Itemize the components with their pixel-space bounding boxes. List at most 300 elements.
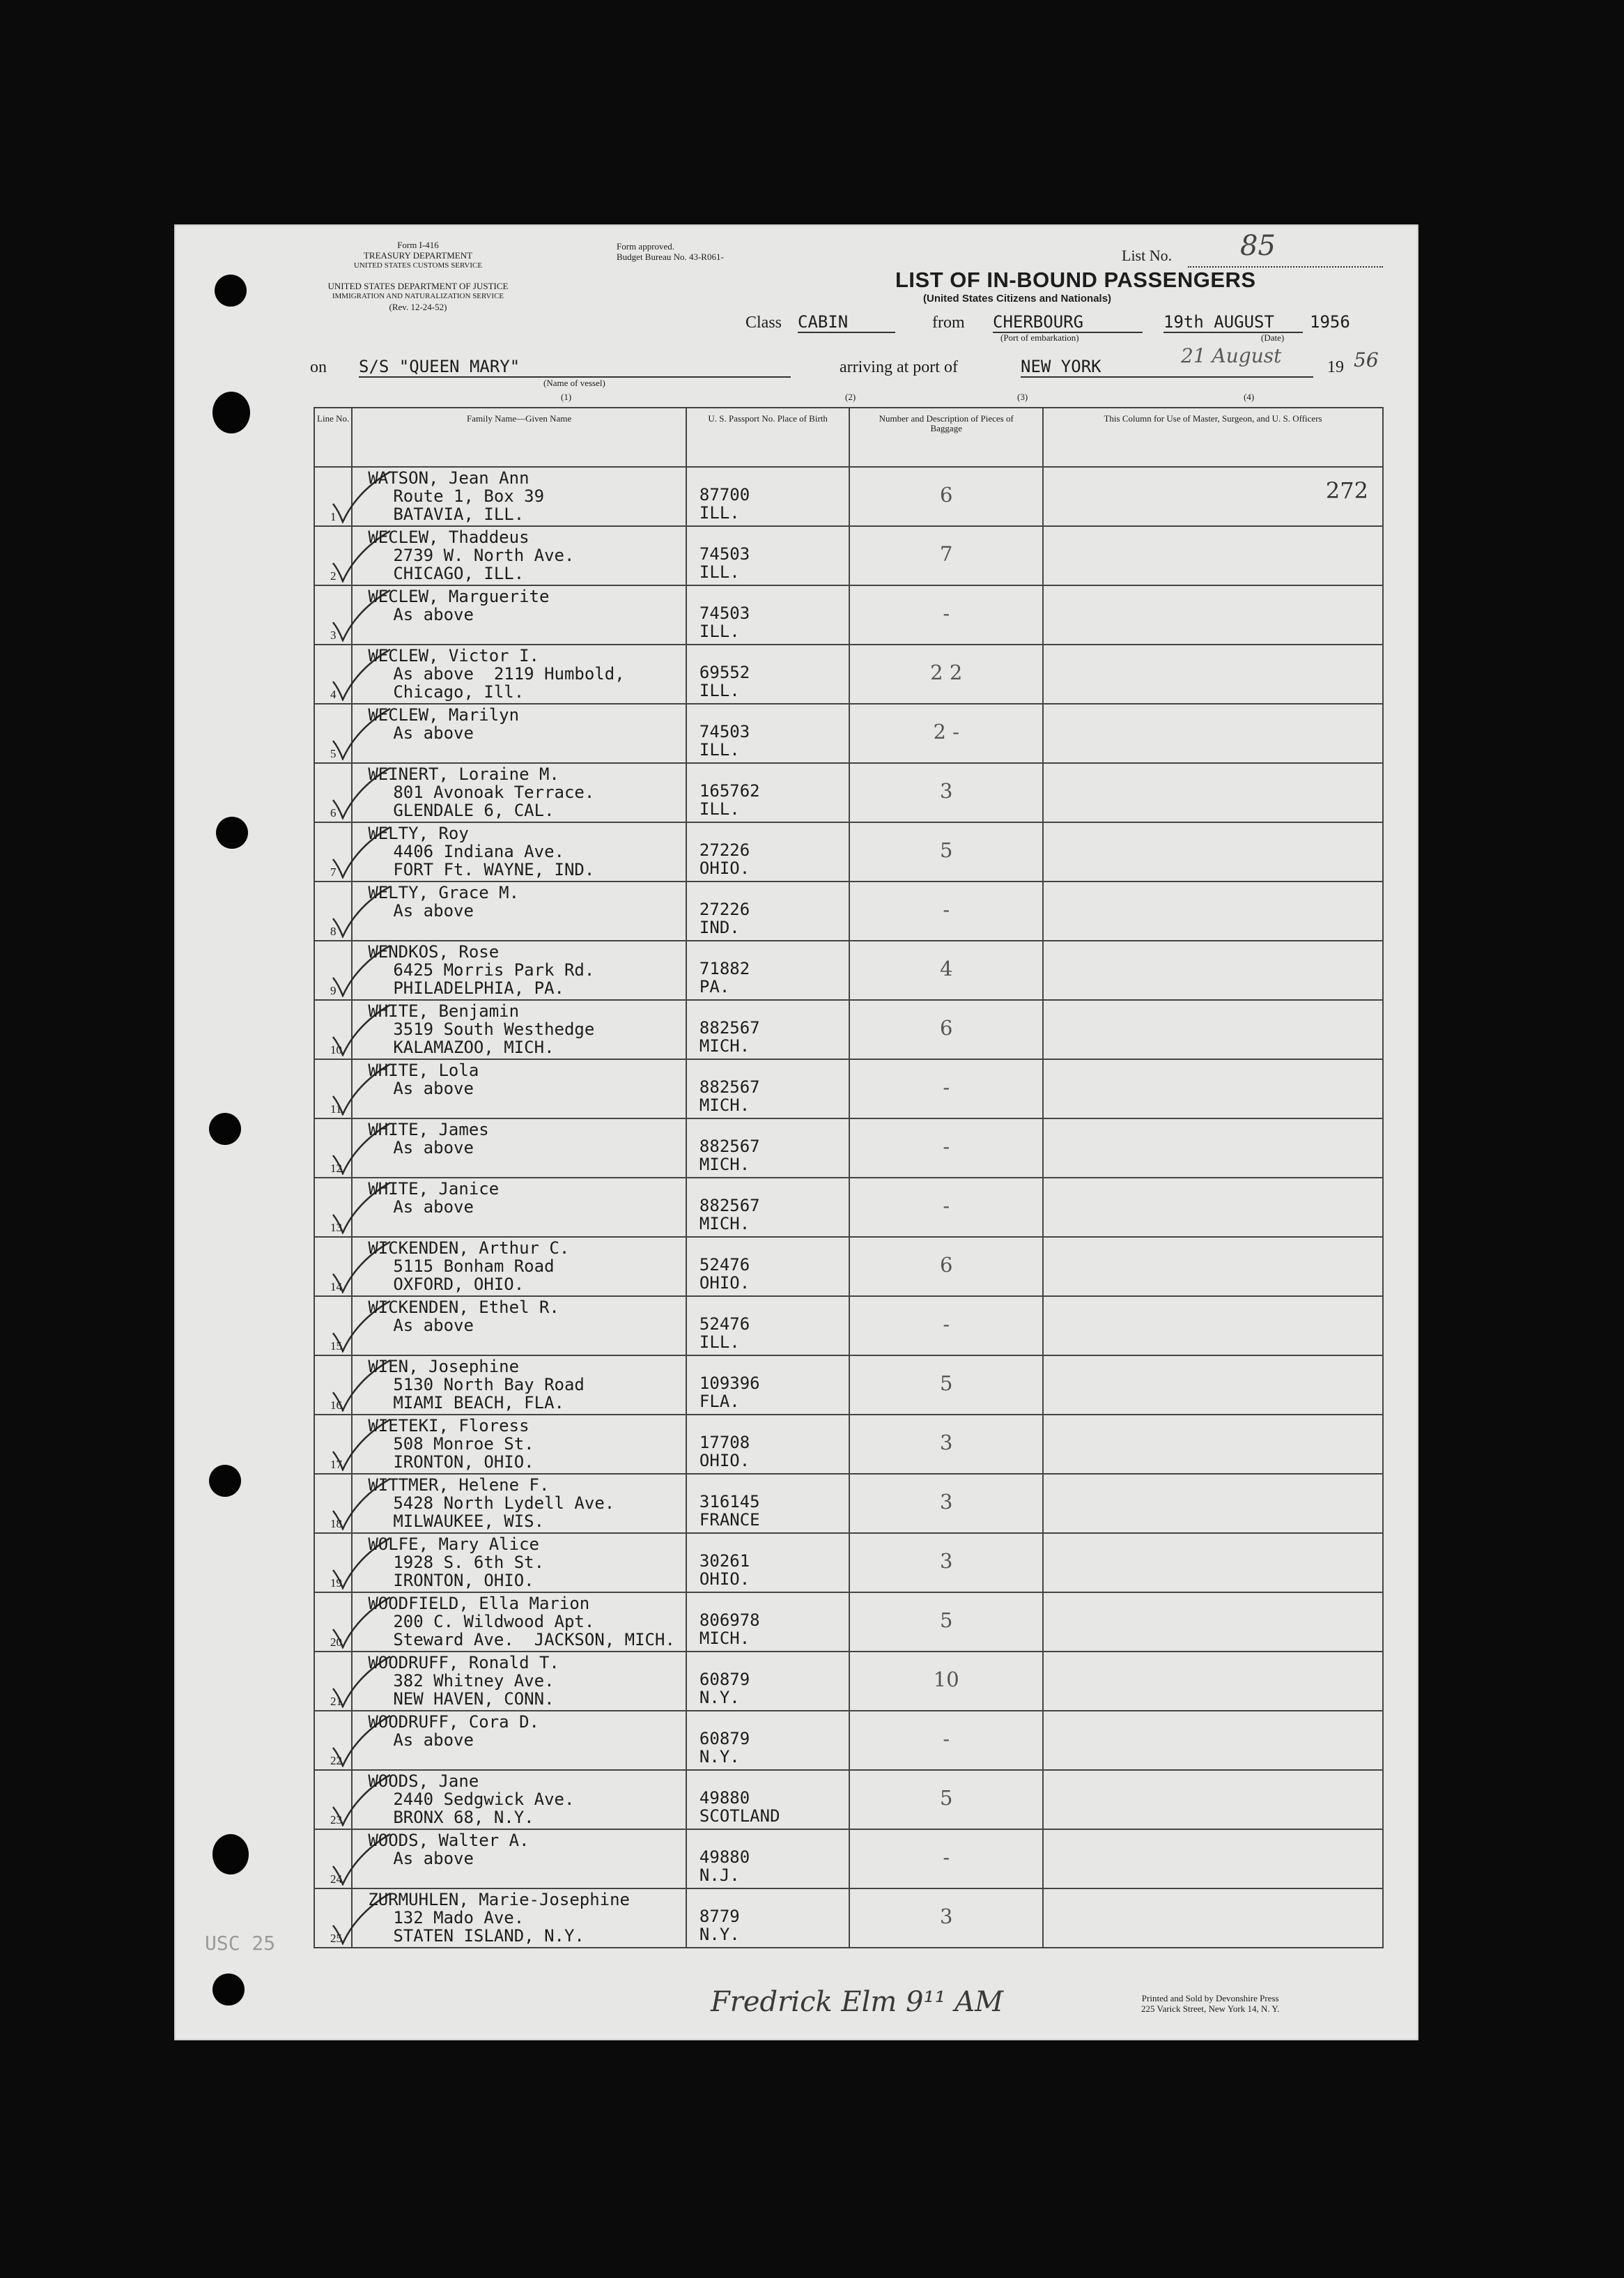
table-header-row [314, 408, 1383, 467]
passport-entry [699, 1552, 750, 1588]
punch-hole [212, 392, 250, 433]
baggage-cell [849, 1533, 1043, 1592]
passport-cell [686, 645, 849, 704]
passenger-entry [368, 1654, 559, 1708]
baggage-cell [849, 941, 1043, 1000]
table-row [314, 1296, 1383, 1355]
name-cell [352, 1118, 686, 1178]
baggage-cell [849, 763, 1043, 822]
officer-use-cell [1043, 1652, 1383, 1711]
officer-use-cell [1043, 1059, 1383, 1118]
line-number: 18 [330, 1517, 342, 1530]
passenger-name: WOODS, Walter A. [368, 1831, 529, 1850]
baggage-count: 2 - [933, 720, 959, 744]
line-number: 21 [330, 1695, 342, 1708]
passenger-address-line: MIAMI BEACH, FLA. [393, 1393, 564, 1413]
passport-number: 17708 [699, 1433, 750, 1452]
passenger-name: WOODS, Jane [368, 1771, 479, 1791]
printer-line-1: Printed and Sold by Devonshire Press [1141, 1993, 1279, 2003]
name-cell [352, 526, 686, 585]
baggage-cell [849, 1829, 1043, 1888]
passport-entry [699, 782, 760, 818]
table-row [314, 941, 1383, 1000]
place-of-birth: OHIO. [699, 859, 750, 878]
baggage-cell [849, 1415, 1043, 1474]
passport-cell [686, 941, 849, 1000]
passport-cell [686, 763, 849, 822]
passport-number: 74503 [699, 544, 750, 564]
table-row [314, 1592, 1383, 1652]
table-row [314, 1059, 1383, 1118]
baggage-cell [849, 1296, 1043, 1355]
place-of-birth: OHIO. [699, 1569, 750, 1589]
passport-number: 882567 [699, 1018, 760, 1038]
passport-entry [699, 1611, 760, 1647]
passenger-address-line: As above [393, 1138, 474, 1157]
passport-number: 71882 [699, 959, 750, 978]
passenger-table [314, 407, 1384, 1948]
name-cell [352, 645, 686, 704]
name-cell [352, 585, 686, 645]
table-row [314, 1237, 1383, 1296]
baggage-count: - [943, 1075, 950, 1099]
passenger-name: WHITE, Lola [368, 1061, 479, 1080]
table-row [314, 645, 1383, 704]
approval-block [617, 241, 724, 262]
officer-use-cell [1043, 645, 1383, 704]
passenger-name: WIEN, Josephine [368, 1357, 520, 1376]
officer-note: 272 [1325, 477, 1368, 504]
col-header-passport: U. S. Passport No. Place of Birth [686, 408, 849, 467]
line-number: 23 [330, 1813, 342, 1826]
table-row [314, 1770, 1383, 1829]
passport-number: 882567 [699, 1077, 760, 1097]
table-row [314, 1118, 1383, 1178]
passenger-entry [368, 884, 519, 920]
line-number: 15 [330, 1339, 342, 1353]
line-number: 5 [330, 747, 337, 760]
passenger-address-line: 3519 South Westhedge [393, 1019, 595, 1039]
table-row [314, 1415, 1383, 1474]
passport-entry [699, 1137, 760, 1173]
officer-use-cell [1043, 526, 1383, 585]
passport-cell [686, 1237, 849, 1296]
vessel-caption: (Name of vessel) [543, 378, 605, 388]
passport-number: 49880 [699, 1788, 750, 1808]
line-number: 17 [330, 1458, 342, 1471]
passport-cell [686, 1415, 849, 1474]
passport-cell [686, 1474, 849, 1533]
name-cell [352, 941, 686, 1000]
officer-use-cell [1043, 1296, 1383, 1355]
passenger-address-line: 132 Mado Ave. [393, 1908, 525, 1927]
passport-cell [686, 1059, 849, 1118]
name-cell [352, 1888, 686, 1948]
passport-cell [686, 1592, 849, 1652]
passenger-entry [368, 1772, 574, 1826]
passenger-entry [368, 706, 519, 742]
place-of-birth: SCOTLAND [699, 1806, 780, 1826]
officer-use-cell [1043, 822, 1383, 882]
punch-hole [212, 1973, 245, 2006]
officer-use-cell [1043, 763, 1383, 822]
place-of-birth: ILL. [699, 503, 740, 523]
passport-entry [699, 841, 750, 877]
table-row [314, 1711, 1383, 1770]
passenger-address-line: As above [393, 1197, 474, 1217]
baggage-cell [849, 467, 1043, 526]
baggage-count: 5 [940, 1608, 953, 1632]
passenger-address-line: Route 1, Box 39 [393, 486, 545, 506]
passenger-name: WHITE, James [368, 1120, 489, 1139]
passenger-name: WOODFIELD, Ella Marion [368, 1594, 590, 1613]
name-cell [352, 1296, 686, 1355]
table-row [314, 1000, 1383, 1059]
col3-number: (3) [1017, 392, 1028, 402]
punch-hole [215, 275, 247, 307]
name-cell [352, 1059, 686, 1118]
date-value: 19th AUGUST [1163, 312, 1303, 333]
passenger-entry [368, 528, 574, 583]
line-number: 20 [330, 1636, 342, 1649]
line-number: 24 [330, 1872, 342, 1886]
passport-cell [686, 882, 849, 941]
ins-service: IMMIGRATION AND NATURALIZATION SERVICE [332, 292, 504, 300]
passenger-address-line: 6425 Morris Park Rd. [393, 960, 595, 980]
officer-use-cell [1043, 1000, 1383, 1059]
passport-cell [686, 1652, 849, 1711]
passenger-address-line: As above [393, 1316, 474, 1335]
baggage-count: - [943, 1727, 950, 1750]
passenger-address-line: 1928 S. 6th St. [393, 1553, 545, 1572]
officer-use-cell [1043, 1415, 1383, 1474]
table-row [314, 1533, 1383, 1592]
passport-entry [699, 1019, 760, 1055]
table-row [314, 467, 1383, 526]
passenger-address-line: MILWAUKEE, WIS. [393, 1511, 545, 1531]
baggage-count: 7 [940, 542, 953, 566]
officer-use-cell [1043, 1118, 1383, 1178]
passenger-address-line: NEW HAVEN, CONN. [393, 1689, 555, 1709]
baggage-cell [849, 1355, 1043, 1415]
passport-cell [686, 1296, 849, 1355]
baggage-cell [849, 1711, 1043, 1770]
place-of-birth: MICH. [699, 1629, 750, 1648]
passenger-address-line: 2739 W. North Ave. [393, 546, 575, 565]
passenger-entry [368, 1002, 594, 1056]
passenger-address-line: 382 Whitney Ave. [393, 1671, 555, 1691]
passenger-address-line: 5130 North Bay Road [393, 1375, 585, 1394]
line-number: 9 [330, 984, 337, 997]
name-cell [352, 1711, 686, 1770]
printer-credit [1141, 1993, 1279, 2014]
passport-entry [699, 1374, 760, 1410]
baggage-count: 3 [940, 1490, 953, 1514]
line-number: 8 [330, 925, 337, 938]
passenger-name: WHITE, Benjamin [368, 1001, 520, 1021]
officer-use-cell [1043, 1355, 1383, 1415]
passenger-address-line: 5115 Bonham Road [393, 1256, 555, 1276]
passenger-entry [368, 1298, 559, 1334]
baggage-cell [849, 1000, 1043, 1059]
printer-line-2: 225 Varick Street, New York 14, N. Y. [1141, 2003, 1280, 2014]
baggage-cell [849, 1888, 1043, 1948]
passenger-entry [368, 1121, 488, 1157]
name-cell [352, 1770, 686, 1829]
baggage-count: 3 [940, 1904, 953, 1928]
line-number: 1 [330, 510, 337, 523]
passenger-name: WECLEW, Thaddeus [368, 528, 529, 547]
passport-cell [686, 1770, 849, 1829]
officer-use-cell [1043, 467, 1383, 526]
place-of-birth: N.Y. [699, 1925, 740, 1944]
class-label: Class [745, 314, 782, 332]
officer-use-cell [1043, 941, 1383, 1000]
passport-entry [699, 663, 750, 700]
passenger-address-line: 200 C. Wildwood Apt. [393, 1612, 595, 1631]
passport-number: 806978 [699, 1610, 760, 1630]
passport-cell [686, 1533, 849, 1592]
passport-cell [686, 1178, 849, 1237]
name-cell [352, 1829, 686, 1888]
passport-number: 60879 [699, 1729, 750, 1748]
passenger-address-line: As above [393, 1079, 474, 1098]
passenger-entry [368, 1535, 544, 1590]
table-row [314, 1355, 1383, 1415]
form-id-block [307, 240, 529, 312]
passport-number: 69552 [699, 663, 750, 682]
line-number: 12 [330, 1162, 342, 1175]
place-of-birth: ILL. [699, 562, 740, 582]
passenger-entry [368, 1357, 585, 1412]
passenger-address-line: Chicago, Ill. [393, 682, 525, 702]
passenger-address-line: KALAMAZOO, MICH. [393, 1038, 555, 1057]
passport-cell [686, 1829, 849, 1888]
table-row [314, 704, 1383, 763]
arrival-year-handwritten: 56 [1354, 348, 1379, 371]
line-number: 3 [330, 629, 337, 642]
list-no: 85 [1240, 230, 1276, 262]
line-number: 4 [330, 688, 337, 701]
table-row [314, 1888, 1383, 1948]
col1-number: (1) [561, 392, 572, 402]
name-cell [352, 882, 686, 941]
baggage-cell [849, 1118, 1043, 1178]
baggage-count: 6 [940, 1253, 953, 1277]
passport-cell [686, 822, 849, 882]
margin-stamp-usc: USC 25 [205, 1932, 276, 1955]
arrival-year-prefix: 19 [1327, 358, 1344, 376]
signature-handwritten: Fredrick Elm 9¹¹ AM [711, 1986, 1004, 2018]
passenger-name: WOODRUFF, Ronald T. [368, 1653, 559, 1672]
passenger-entry [368, 1713, 539, 1749]
baggage-count: - [943, 1845, 950, 1869]
passenger-address-line: 4406 Indiana Ave. [393, 842, 564, 861]
arriving-label: arriving at port of [840, 358, 958, 376]
passport-entry [699, 1670, 750, 1707]
line-number: 6 [330, 806, 337, 819]
passenger-entry [368, 647, 624, 701]
passenger-list-page [174, 224, 1418, 2040]
punch-hole [209, 1113, 241, 1145]
passenger-entry [368, 1061, 479, 1098]
passenger-address-line: IRONTON, OHIO. [393, 1571, 534, 1590]
from-value: CHERBOURG [993, 312, 1143, 333]
table-row [314, 585, 1383, 645]
passenger-name: WOLFE, Mary Alice [368, 1534, 539, 1554]
baggage-cell [849, 645, 1043, 704]
place-of-birth: N.Y. [699, 1688, 740, 1707]
passport-cell [686, 1118, 849, 1178]
port-embark-caption: (Port of embarkation) [1000, 332, 1079, 343]
passport-entry [699, 1848, 750, 1884]
officer-use-cell [1043, 1829, 1383, 1888]
arrival-port-name: NEW YORK [1021, 357, 1101, 376]
table-row [314, 1178, 1383, 1237]
passport-number: 49880 [699, 1847, 750, 1867]
name-cell [352, 763, 686, 822]
passport-cell [686, 1000, 849, 1059]
line-number: 11 [330, 1102, 342, 1116]
on-label: on [310, 358, 327, 376]
name-cell [352, 1533, 686, 1592]
passenger-address-line: GLENDALE 6, CAL. [393, 801, 555, 820]
baggage-cell [849, 1178, 1043, 1237]
arrival-date-handwritten: 21 August [1181, 344, 1282, 367]
passport-cell [686, 1355, 849, 1415]
place-of-birth: N.Y. [699, 1747, 740, 1767]
name-cell [352, 467, 686, 526]
place-of-birth: FRANCE [699, 1510, 760, 1530]
place-of-birth: OHIO. [699, 1451, 750, 1470]
passport-entry [699, 486, 750, 522]
passenger-address-line: As above [393, 901, 474, 921]
baggage-cell [849, 704, 1043, 763]
name-cell [352, 1355, 686, 1415]
passport-entry [699, 1256, 750, 1292]
class-value: CABIN [798, 312, 895, 333]
place-of-birth: N.J. [699, 1865, 740, 1885]
passport-number: 316145 [699, 1492, 760, 1511]
treasury-dept: TREASURY DEPARTMENT [363, 250, 473, 261]
col2-number: (2) [845, 392, 856, 402]
name-cell [352, 704, 686, 763]
passport-number: 27226 [699, 840, 750, 860]
officer-use-cell [1043, 1888, 1383, 1948]
passport-number: 165762 [699, 781, 760, 801]
place-of-birth: FLA. [699, 1392, 740, 1411]
passport-entry [699, 545, 750, 581]
officer-use-cell [1043, 1770, 1383, 1829]
line-number: 13 [330, 1221, 342, 1234]
passport-number: 109396 [699, 1373, 760, 1393]
line-number: 25 [330, 1932, 342, 1945]
passenger-address-line: As above [393, 605, 474, 624]
passenger-name: WELTY, Grace M. [368, 883, 520, 902]
passenger-address-line: As above 2119 Humbold, [393, 664, 625, 684]
passport-number: 60879 [699, 1670, 750, 1689]
passenger-name: WEINERT, Loraine M. [368, 764, 559, 784]
place-of-birth: MICH. [699, 1095, 750, 1115]
passenger-address-line: 801 Avonoak Terrace. [393, 783, 595, 802]
passenger-address-line: OXFORD, OHIO. [393, 1275, 525, 1294]
name-cell [352, 1415, 686, 1474]
table-row [314, 1829, 1383, 1888]
customs-service: UNITED STATES CUSTOMS SERVICE [353, 261, 483, 270]
form-id: Form I-416 [397, 240, 439, 250]
punch-hole [212, 1834, 249, 1875]
form-approved: Form approved. [617, 241, 675, 252]
passenger-name: WIETEKI, Floress [368, 1416, 529, 1436]
baggage-count: - [943, 601, 950, 625]
baggage-count: 2 2 [930, 661, 963, 684]
baggage-count: 5 [940, 838, 953, 862]
passenger-address-line: CHICAGO, ILL. [393, 564, 525, 583]
passenger-entry [368, 587, 549, 624]
col4-number: (4) [1244, 392, 1255, 402]
officer-use-cell [1043, 585, 1383, 645]
passport-cell [686, 467, 849, 526]
baggage-cell [849, 1237, 1043, 1296]
passenger-name: WICKENDEN, Arthur C. [368, 1238, 570, 1258]
passport-number: 74503 [699, 722, 750, 741]
revision: (Rev. 12-24-52) [389, 302, 447, 312]
baggage-count: 10 [933, 1668, 959, 1691]
col-header-name: Family Name—Given Name [352, 408, 686, 467]
passport-number: 52476 [699, 1255, 750, 1275]
passenger-entry [368, 1180, 499, 1216]
passport-entry [699, 1078, 760, 1114]
baggage-count: 5 [940, 1371, 953, 1395]
place-of-birth: ILL. [699, 740, 740, 760]
passenger-address-line: 2440 Sedgwick Ave. [393, 1790, 575, 1809]
baggage-cell [849, 822, 1043, 882]
officer-use-cell [1043, 1474, 1383, 1533]
line-number: 2 [330, 569, 337, 583]
passenger-address-line: BATAVIA, ILL. [393, 505, 525, 524]
officer-use-cell [1043, 882, 1383, 941]
passport-entry [699, 604, 750, 640]
date-caption: (Date) [1261, 332, 1285, 343]
place-of-birth: PA. [699, 977, 730, 996]
baggage-cell [849, 1059, 1043, 1118]
passenger-address-line: Steward Ave. JACKSON, MICH. [393, 1630, 675, 1649]
punch-hole [209, 1465, 241, 1497]
punch-hole [216, 817, 248, 849]
passenger-entry [368, 469, 544, 523]
passenger-address-line: BRONX 68, N.Y. [393, 1808, 534, 1827]
officer-use-cell [1043, 1711, 1383, 1770]
passenger-name: WATSON, Jean Ann [368, 468, 529, 488]
name-cell [352, 822, 686, 882]
place-of-birth: ILL. [699, 681, 740, 700]
passport-number: 882567 [699, 1137, 760, 1156]
baggage-cell [849, 1770, 1043, 1829]
name-cell [352, 1652, 686, 1711]
baggage-count: 5 [940, 1786, 953, 1810]
place-of-birth: MICH. [699, 1036, 750, 1056]
passport-entry [699, 900, 750, 937]
baggage-count: 6 [940, 483, 953, 507]
passenger-entry [368, 824, 594, 879]
baggage-count: - [943, 1134, 950, 1158]
passenger-address-line: 508 Monroe St. [393, 1434, 534, 1454]
col-header-line-no: Line No. [314, 408, 352, 467]
passenger-address-line: As above [393, 1849, 474, 1868]
year-value: 1956 [1310, 312, 1350, 332]
passport-entry [699, 1730, 750, 1766]
place-of-birth: ILL. [699, 799, 740, 819]
